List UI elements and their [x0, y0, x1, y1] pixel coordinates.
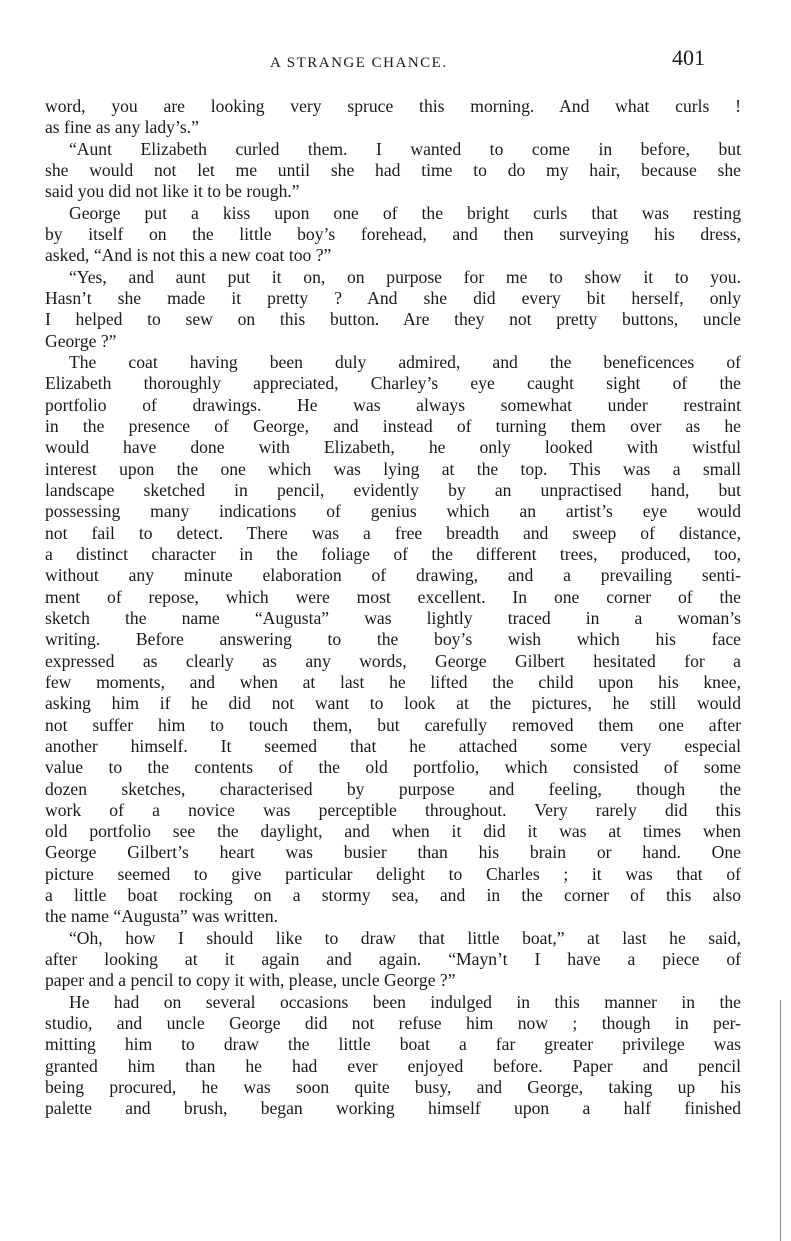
text-line: “Oh, how I should like to draw that little boat,” at last he said,: [69, 927, 741, 948]
text-line: asking him if he did not want to look at the pictures, he still would: [45, 693, 741, 714]
text-line: value to the contents of the old portfolio, which consisted of some: [45, 757, 741, 778]
text-line: without any minute elaboration of drawing, and a prevailing senti-: [45, 565, 741, 586]
text-line: another himself. It seemed that he attached some very especial: [45, 735, 741, 756]
text-line: expressed as clearly as any words, George Gilbert hesitated for a: [45, 650, 741, 671]
text-line: George ?”: [45, 330, 117, 351]
text-line: as fine as any lady’s.”: [45, 117, 199, 138]
text-line: a distinct character in the foliage of the different trees, produced, too,: [45, 543, 741, 564]
text-line: work of a novice was perceptible throughout. Very rarely did this: [45, 799, 741, 820]
text-line: writing. Before answering to the boy’s wish which his face: [45, 629, 741, 650]
text-line: landscape sketched in pencil, evidently by an unpractised hand, but: [45, 479, 741, 500]
text-line: picture seemed to give particular delight to Charles ; it was that of: [45, 863, 741, 884]
text-line: palette and brush, began working himself upon a half finished: [45, 1098, 741, 1119]
running-title: A STRANGE CHANCE.: [270, 55, 448, 71]
text-line: The coat having been duly admired, and the beneficences of: [69, 351, 741, 372]
text-line: said you did not like it to be rough.”: [45, 181, 300, 202]
text-line: “Yes, and aunt put it on, on purpose for me to show it to you.: [69, 266, 741, 287]
text-line: old portfolio see the daylight, and when it did it was at times when: [45, 821, 741, 842]
text-line: in the presence of George, and instead of turning them over as he: [45, 415, 741, 436]
text-line: she would not let me until she had time to do my hair, because she: [45, 159, 741, 180]
text-line: few moments, and when at last he lifted the child upon his knee,: [45, 671, 741, 692]
text-line: Elizabeth thoroughly appreciated, Charley’s eye caught sight of the: [45, 373, 741, 394]
page-number: 401: [672, 45, 705, 70]
text-line: after looking at it again and again. “Mayn’t I have a piece of: [45, 949, 741, 970]
text-line: I helped to sew on this button. Are they not pretty buttons, uncle: [45, 309, 741, 330]
text-line: being procured, he was soon quite busy, and George, taking up his: [45, 1077, 741, 1098]
text-line: mitting him to draw the little boat a far greater privilege was: [45, 1034, 741, 1055]
text-line: interest upon the one which was lying at the top. This was a small: [45, 458, 741, 479]
text-line: the name “Augusta” was written.: [45, 906, 279, 927]
text-line: “Aunt Elizabeth curled them. I wanted to come in before, but: [69, 138, 741, 159]
text-line: paper and a pencil to copy it with, please, uncle George ?”: [45, 970, 456, 991]
text-line: George put a kiss upon one of the bright curls that was resting: [69, 202, 741, 223]
text-line: by itself on the little boy’s forehead, and then surveying his dress,: [45, 223, 741, 244]
text-line: He had on several occasions been indulged in this manner in the: [69, 991, 741, 1012]
text-line: would have done with Elizabeth, he only looked with wistful: [45, 437, 741, 458]
text-line: dozen sketches, characterised by purpose and feeling, though the: [45, 778, 741, 799]
page-edge-divider: [780, 1000, 781, 1241]
text-line: possessing many indications of genius which an artist’s eye would: [45, 501, 741, 522]
text-line: sketch the name “Augusta” was lightly traced in a woman’s: [45, 607, 741, 628]
text-line: granted him than he had ever enjoyed before. Paper and pencil: [45, 1055, 741, 1076]
text-line: word, you are looking very spruce this morning. And what curls !: [45, 96, 741, 116]
text-line: a little boat rocking on a stormy sea, and in the corner of this also: [45, 885, 741, 906]
text-line: not fail to detect. There was a free breadth and sweep of distance,: [45, 522, 741, 543]
text-line: not suffer him to touch them, but carefully removed them one after: [45, 714, 741, 735]
body-text: [45, 96, 741, 1120]
text-line: ment of repose, which were most excellent. In one corner of the: [45, 586, 741, 607]
text-line: studio, and uncle George did not refuse him now ; though in per-: [45, 1013, 741, 1034]
text-line: George Gilbert’s heart was busier than his brain or hand. One: [45, 842, 741, 863]
text-line: asked, “And is not this a new coat too ?”: [45, 245, 332, 266]
text-line: portfolio of drawings. He was always somewhat under restraint: [45, 394, 741, 415]
text-line: Hasn’t she made it pretty ? And she did every bit herself, only: [45, 287, 741, 308]
